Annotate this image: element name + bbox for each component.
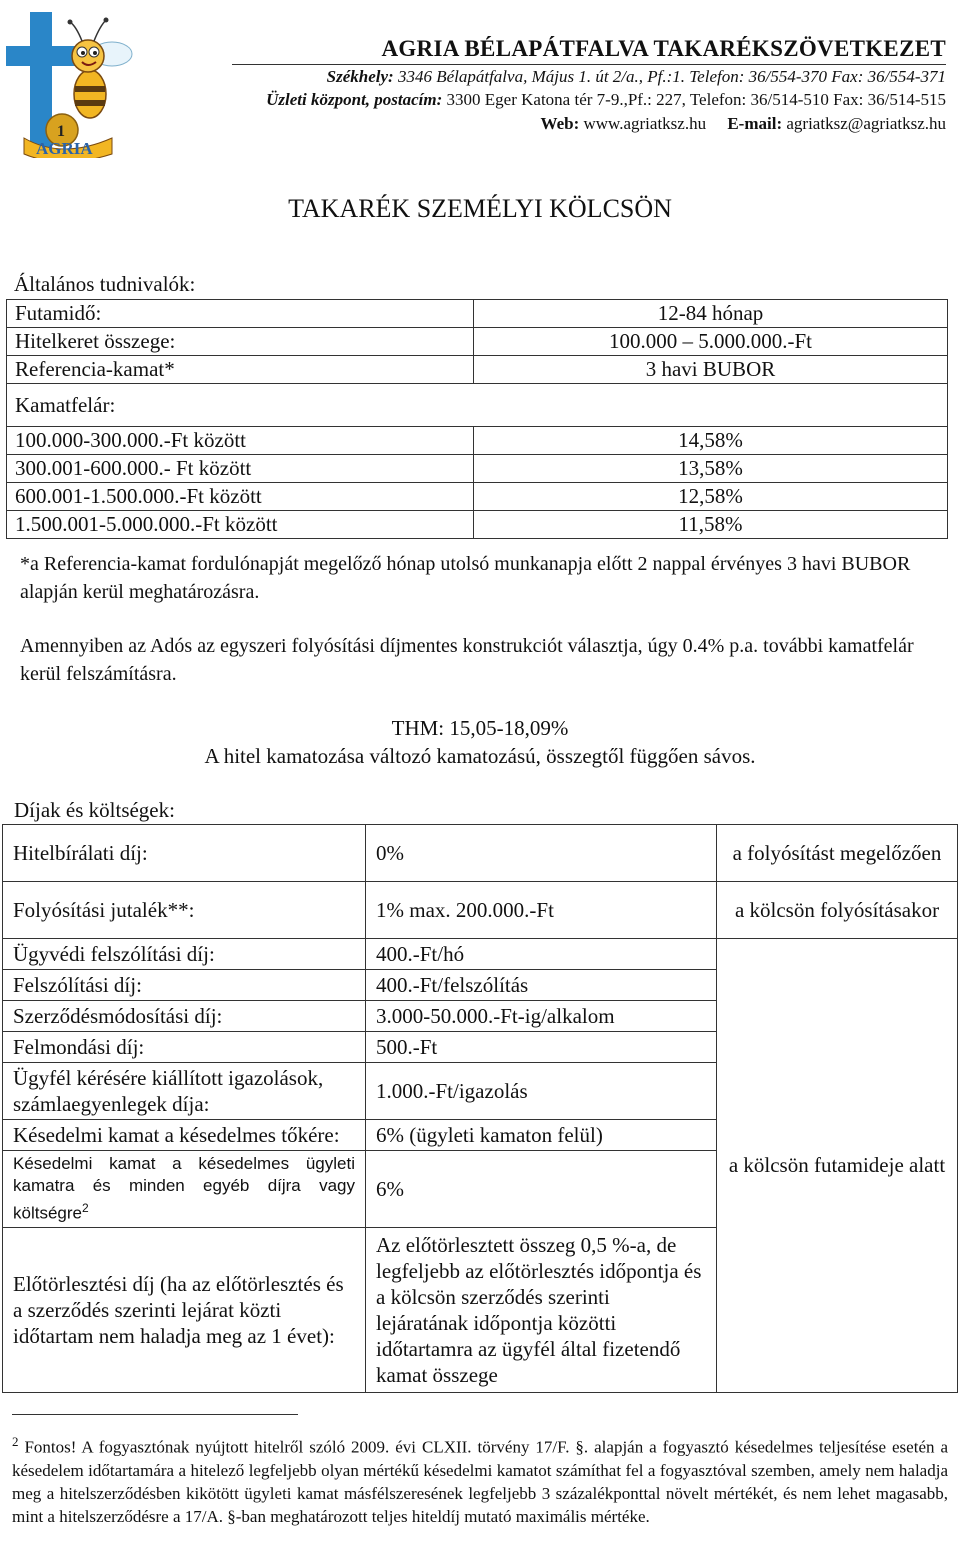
reference-rate-note: *a Referencia-kamat fordulónapját megelőző hónap utolsó munkanapja előtt 2 nappal érvényes 3 havi BUBOR alapján kerül meghatározásra. <box>20 553 911 603</box>
agria-logo <box>2 8 142 158</box>
row-value: 12,58% <box>474 483 948 511</box>
bee-body <box>74 70 106 118</box>
web-link[interactable]: www.agriatksz.hu <box>579 114 707 133</box>
table-row <box>7 455 948 483</box>
table-row <box>7 483 948 511</box>
company-name <box>150 36 946 62</box>
table-row <box>3 882 958 939</box>
office-value: 3300 Eger Katona tér 7-9.,Pf.: 227, Telefon: 36/514-510 Fax: 36/514-515 <box>442 90 946 109</box>
row-label: 300.001-600.000.- Ft között <box>7 455 474 483</box>
row-value: 14,58% <box>474 427 948 455</box>
table-row <box>7 511 948 539</box>
fee-label: Folyósítási jutalék**: <box>3 882 366 939</box>
fee-value: 0% <box>366 825 717 882</box>
disbursement-note: Amennyiben az Adós az egyszeri folyósítási díjmentes konstrukciót választja, úgy 0.4% p.a. további kamatfelár kerül felszámításra. <box>20 635 914 685</box>
fees-table <box>2 824 958 1393</box>
general-table <box>6 299 948 539</box>
fee-timing-during: a kölcsön futamideje alatt <box>717 939 958 1393</box>
fee-label: Késedelmi kamat a késedelmes tőkére: <box>3 1120 366 1151</box>
table-row <box>7 328 948 356</box>
fee-value: 6% <box>366 1151 717 1228</box>
row-value: 13,58% <box>474 455 948 483</box>
row-label: 100.000-300.000.-Ft között <box>7 427 474 455</box>
footnote-rule <box>12 1414 298 1415</box>
row-value: 11,58% <box>474 511 948 539</box>
footnote-ref[interactable]: 2 <box>81 1201 89 1215</box>
header-office <box>266 89 946 111</box>
fee-label: Előtörlesztési díj (ha az előtörlesztés és a szerződés szerinti lejárat közti időtartam nem haladja meg az 1 évet): <box>3 1227 366 1392</box>
interest-type: A hitel kamatozása változó kamatozású, összegtől függően sávos. <box>204 744 756 768</box>
seat-label: Székhely: <box>326 67 394 86</box>
table-row <box>3 825 958 882</box>
document-title: TAKARÉK SZEMÉLYI KÖLCSÖN <box>288 194 672 223</box>
fee-label: Felszólítási díj: <box>3 970 366 1001</box>
header-rule <box>232 64 946 65</box>
fee-timing-before: a folyósítást megelőzően <box>717 825 958 882</box>
header-seat <box>327 66 946 88</box>
fee-value: 6% (ügyleti kamaton felül) <box>366 1120 717 1151</box>
fee-value: 1.000.-Ft/igazolás <box>366 1063 717 1120</box>
bee-head <box>72 40 104 72</box>
thm-value: THM: 15,05-18,09% <box>391 716 569 740</box>
row-label: 1.500.001-5.000.000.-Ft között <box>7 511 474 539</box>
fee-value: 400.-Ft/felszólítás <box>366 970 717 1001</box>
fee-label: Hitelbírálati díj: <box>3 825 366 882</box>
email-label: E-mail: <box>727 114 783 133</box>
row-value: 100.000 – 5.000.000.-Ft <box>474 328 948 356</box>
fee-label: Felmondási díj: <box>3 1032 366 1063</box>
fee-label: Szerződésmódosítási díj: <box>3 1001 366 1032</box>
fee-value: 500.-Ft <box>366 1032 717 1063</box>
company-name-prefix: AGRIA B <box>381 36 481 61</box>
fee-label: Ügyfél kérésére kiállított igazolások, számlaegyenlegek díja: <box>3 1063 366 1120</box>
table-row <box>7 427 948 455</box>
fee-value: 3.000-50.000.-Ft-ig/alkalom <box>366 1001 717 1032</box>
table-row <box>7 300 948 328</box>
fee-value: Az előtörlesztett összeg 0,5 %-a, de legfeljebb az előtörlesztés időpontja és a kölcsön szerződés szerinti lejáratának időpontja közötti időtartamra az ügyfél által fizetendő kamat összege <box>366 1227 717 1392</box>
cross-horizontal <box>6 46 76 66</box>
fee-label: Késedelmi kamat a késedelmes ügyleti kamatra és minden egyéb díjra vagy költségre <box>13 1154 355 1223</box>
footnote-marker: 2 <box>12 1434 19 1449</box>
row-value: 12-84 hónap <box>474 300 948 328</box>
table-row <box>7 356 948 384</box>
seat-value: 3346 Bélapátfalva, Május 1. út 2/a., Pf.:1. Telefon: 36/554-370 Fax: 36/554-371 <box>393 67 946 86</box>
fee-timing-at: a kölcsön folyósításakor <box>717 882 958 939</box>
margin-label: Kamatfelár: <box>7 384 948 427</box>
office-label: Üzleti központ, postacím: <box>266 90 443 109</box>
fee-label-cell <box>3 1151 366 1228</box>
footnote-text: Fontos! A fogyasztónak nyújtott hitelről szóló 2009. évi CLXII. törvény 17/F. §. alapján a fogyasztó késedelmes teljesítése esetén a késedelem időtartamára a hitelező legfeljebb olyan mértékű késedelmi kamatot számíthat fel a fogyasztóval szemben, amely nem haladja meg a hitelszerződésben kikötött ügyleti kamat másfélszeresének legfeljebb 3 százalékponttal növelt mértékét, és nem lehet magasabb, mint a hitelszerződésre a 17/A. §-ban meghatározott teljes hiteldíj mutató maximális mértéke. <box>12 1437 948 1526</box>
company-name-rest: ÉLAPÁTFALVA TAKARÉKSZÖVETKEZET <box>480 36 946 61</box>
fees-heading: Díjak és költségek: <box>14 798 175 822</box>
table-row <box>3 939 958 970</box>
row-label: Referencia-kamat* <box>7 356 474 384</box>
medal-number: 1 <box>57 123 65 140</box>
web-label: Web: <box>540 114 580 133</box>
agria-banner-text: AGRIA <box>36 139 93 158</box>
email-link[interactable]: agriatksz@agriatksz.hu <box>782 114 946 133</box>
fee-value: 1% max. 200.000.-Ft <box>366 882 717 939</box>
row-label: Futamidő: <box>7 300 474 328</box>
header-contact <box>541 113 946 135</box>
fee-label: Ügyvédi felszólítási díj: <box>3 939 366 970</box>
footnote <box>12 1430 948 1528</box>
table-row <box>7 384 948 427</box>
row-label: 600.001-1.500.000.-Ft között <box>7 483 474 511</box>
row-value: 3 havi BUBOR <box>474 356 948 384</box>
row-label: Hitelkeret összege: <box>7 328 474 356</box>
fee-value: 400.-Ft/hó <box>366 939 717 970</box>
general-heading: Általános tudnivalók: <box>14 272 196 296</box>
